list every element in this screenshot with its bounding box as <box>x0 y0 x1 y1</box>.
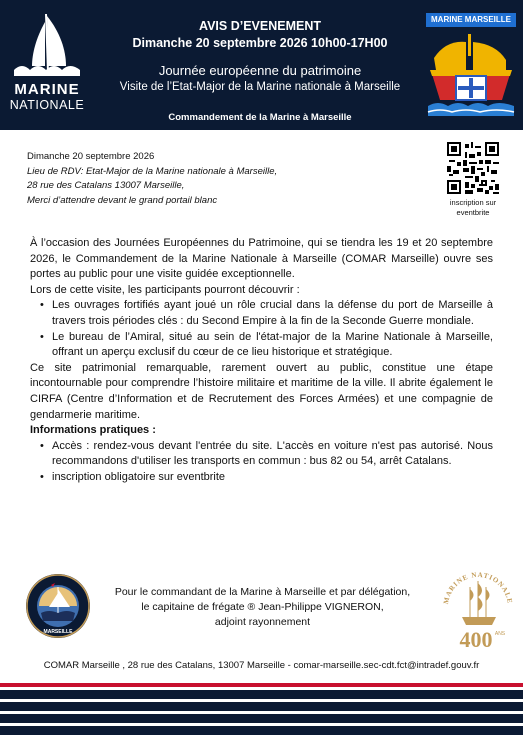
list-item: • inscription obligatoire sur eventbrite <box>52 470 493 486</box>
practical-list <box>30 439 493 486</box>
footer-address: COMAR Marseille , 28 rue des Catalans, 13007 Marseille - comar-marseille.sec-cdt.fct@intradef.gouv.fr <box>43 660 480 671</box>
header-banner <box>0 0 523 130</box>
comar-seal-icon <box>25 573 91 639</box>
marine-400-ans-logo <box>440 563 515 653</box>
qr-code-icon[interactable] <box>447 142 499 194</box>
qr-caption-line-1: inscription sur <box>449 198 497 207</box>
stripe-navy <box>0 726 523 735</box>
command-name: Commandement de la Marine à Marseille <box>168 112 352 123</box>
stripe-navy <box>0 702 523 711</box>
marseille-ship-emblem-icon <box>426 30 516 122</box>
signature-block <box>95 585 430 630</box>
discover-list <box>30 298 493 360</box>
footer-stripes <box>0 683 523 735</box>
list-item: • Accès : rendez-vous devant l'entrée du site. L'accès en voiture n'est pas autorisé. Nous recommandons d'utiliser les transports en commun : bus 82 ou 54, arrêt Catalans. <box>52 439 493 470</box>
logo-text-nationale: NATIONALE <box>9 98 85 112</box>
list-item: • Le bureau de l’Amiral, situé au sein de l'état-major de la Marine Nationale à Marseille, offrant un aperçu exclusif du cœur de ce lieu historique et stratégique. <box>52 330 493 361</box>
discover-paragraph: Lors de cette visite, les participants pourront découvrir : <box>30 283 300 296</box>
list-item: • Les ouvrages fortifiés ayant joué un rôle crucial dans la défense du port de Marseille à travers trois périodes clés : du Second Empire à la fin de la Seconde Guerre mondiale. <box>52 298 493 329</box>
marine-nationale-logo <box>8 10 86 118</box>
signature-line-2: le capitaine de frégate ® Jean-Philippe VIGNERON, <box>141 601 384 613</box>
signature-line-3: adjoint rayonnement <box>214 616 311 628</box>
stripe-navy <box>0 690 523 699</box>
anniv-number: 400 <box>459 627 493 652</box>
event-title: AVIS D’EVENEMENT <box>198 19 321 33</box>
intro-paragraph: À l’occasion des Journées Européennes du Patrimoine, qui se tiendra les 19 et 20 septembre 2026, le Commandement de la Marine Nationale à Marseille (COMAR Marseille) ouvre ses portes au public pour une visite guidée exceptionnelle. <box>30 237 493 281</box>
practical-info-title: Informations pratiques : <box>30 424 156 437</box>
info-address: 28 rue des Catalans 13007 Marseille, <box>27 180 185 191</box>
event-subtitle: Journée européenne du patrimoine <box>158 63 362 78</box>
marine-marseille-badge: MARINE MARSEILLE <box>426 13 516 27</box>
event-description: Visite de l’Etat-Major de la Marine nationale à Marseille <box>119 81 401 93</box>
qr-caption-line-2: eventbrite <box>456 208 490 217</box>
info-instructions: Merci d’attendre devant le grand portail blanc <box>27 194 218 206</box>
qr-caption <box>440 198 506 218</box>
stripe-navy <box>0 714 523 723</box>
anniv-suffix: ANS <box>494 631 506 637</box>
signature-line-1: Pour le commandant de la Marine à Marseille et par délégation, <box>114 586 411 598</box>
main-text <box>30 236 493 486</box>
logo-text-marine: MARINE <box>14 81 80 98</box>
seal-text: MARSEILLE <box>43 629 73 635</box>
info-location: Lieu de RDV: Etat-Major de la Marine nationale à Marseille, <box>27 165 278 177</box>
heritage-paragraph: Ce site patrimonial remarquable, rarement ouvert au public, constitue une étape incontournable pour comprendre l’histoire militaire et maritime de la ville. Il abrite également le CIRFA (Centre d’Information et de Recrutement des Forces Armées) et une compagnie de gendarmerie maritime. <box>30 361 493 421</box>
meeting-info <box>27 150 347 208</box>
anniv-arc-text: MARINE NATIONALE <box>442 570 514 605</box>
event-date: Dimanche 20 septembre 2026 10h00-17H00 <box>132 36 388 50</box>
info-date: Dimanche 20 septembre 2026 <box>27 151 155 162</box>
sail-logo-icon <box>8 10 86 82</box>
